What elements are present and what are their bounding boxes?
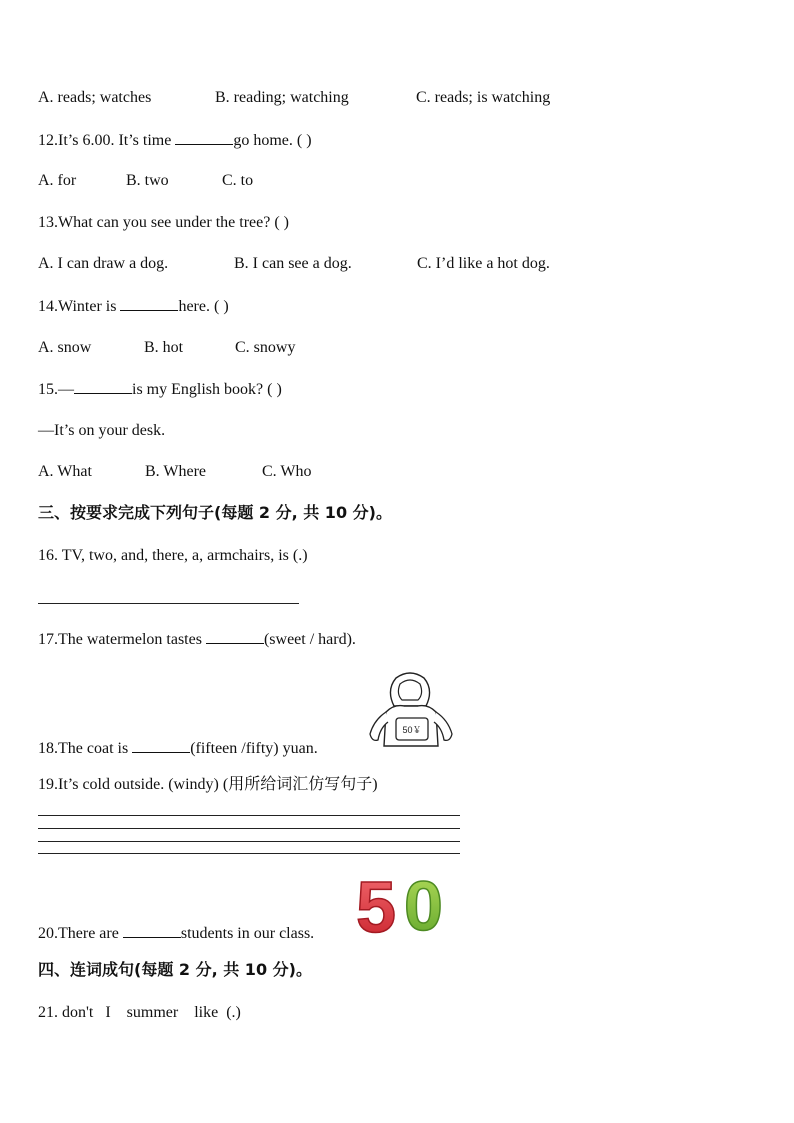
q14-blank[interactable] <box>120 296 178 311</box>
q11-option-c[interactable]: C. reads; is watching <box>416 89 551 106</box>
q15-text-after: is my English book? ( ) <box>132 381 282 398</box>
q14-option-a[interactable]: A. snow <box>38 339 92 356</box>
q14-option-b[interactable]: B. hot <box>144 339 184 356</box>
q13-option-b[interactable]: B. I can see a dog. <box>234 255 352 272</box>
q16-question: 16. TV, two, and, there, a, armchairs, is (.) <box>38 547 308 564</box>
q14-text-after: here. ( ) <box>178 298 229 315</box>
q12-number: 12. <box>38 132 58 149</box>
q14-question <box>38 296 229 317</box>
q15-blank[interactable] <box>74 379 132 394</box>
q12-option-c[interactable]: C. to <box>222 172 254 189</box>
q12-text-before: It’s 6.00. It’s time <box>58 132 176 149</box>
q20-blank[interactable] <box>123 923 181 938</box>
q21-question: 21. don't I summer like (.) <box>38 1004 241 1021</box>
fifty-digit-five: 5 <box>356 870 397 940</box>
q20-question <box>38 923 314 944</box>
section3-title: 三、按要求完成下列句子(每题 2 分, 共 10 分)。 <box>38 503 392 522</box>
q15-option-c[interactable]: C. Who <box>262 463 312 480</box>
q17-question <box>38 629 356 650</box>
number-fifty-illustration <box>354 870 458 940</box>
fifty-digit-zero: 0 <box>404 870 443 940</box>
q15-answer-line: —It’s on your desk. <box>38 422 166 439</box>
q12-option-a[interactable]: A. for <box>38 172 77 189</box>
q19-answer-line-3[interactable] <box>38 841 460 842</box>
q18-text-after: (fifteen /fifty) yuan. <box>190 740 318 757</box>
q13-option-a[interactable]: A. I can draw a dog. <box>38 255 169 272</box>
section4-title: 四、连词成句(每题 2 分, 共 10 分)。 <box>38 960 312 979</box>
q18-question <box>38 738 318 759</box>
q12-blank[interactable] <box>175 130 233 145</box>
q17-text-after: (sweet / hard). <box>263 631 356 648</box>
q14-text-before: 14.Winter is <box>38 298 121 315</box>
q12-text-after: go home. ( ) <box>233 132 312 149</box>
q16-answer-line[interactable] <box>38 603 299 604</box>
q18-text-before: 18.The coat is <box>38 740 133 757</box>
q15-option-a[interactable]: A. What <box>38 463 92 480</box>
q11-option-a[interactable]: A. reads; watches <box>38 89 152 106</box>
q15-question <box>38 379 282 400</box>
q19-answer-line-4[interactable] <box>38 853 460 854</box>
q13-question: 13.What can you see under the tree? ( ) <box>38 214 289 231</box>
q19-question: 19.It’s cold outside. (windy) (用所给词汇仿写句子) <box>38 776 378 793</box>
q19-answer-line-1[interactable] <box>38 815 460 816</box>
q20-text-before: 20.There are <box>38 925 123 942</box>
q15-text-before: 15.— <box>38 381 74 398</box>
price-tag-text: 50￥ <box>402 725 422 735</box>
q20-text-after: students in our class. <box>180 925 315 942</box>
q17-blank[interactable] <box>206 629 264 644</box>
q17-text-before: 17.The watermelon tastes <box>38 631 206 648</box>
q15-option-b[interactable]: B. Where <box>145 463 207 480</box>
coat-price-illustration <box>364 668 456 752</box>
q13-option-c[interactable]: C. I’d like a hot dog. <box>417 255 550 272</box>
q12-option-b[interactable]: B. two <box>126 172 169 189</box>
q14-option-c[interactable]: C. snowy <box>235 339 296 356</box>
q18-blank[interactable] <box>132 738 190 753</box>
q11-option-b[interactable]: B. reading; watching <box>215 89 349 106</box>
q19-answer-line-2[interactable] <box>38 828 460 829</box>
q12-question <box>38 130 312 151</box>
